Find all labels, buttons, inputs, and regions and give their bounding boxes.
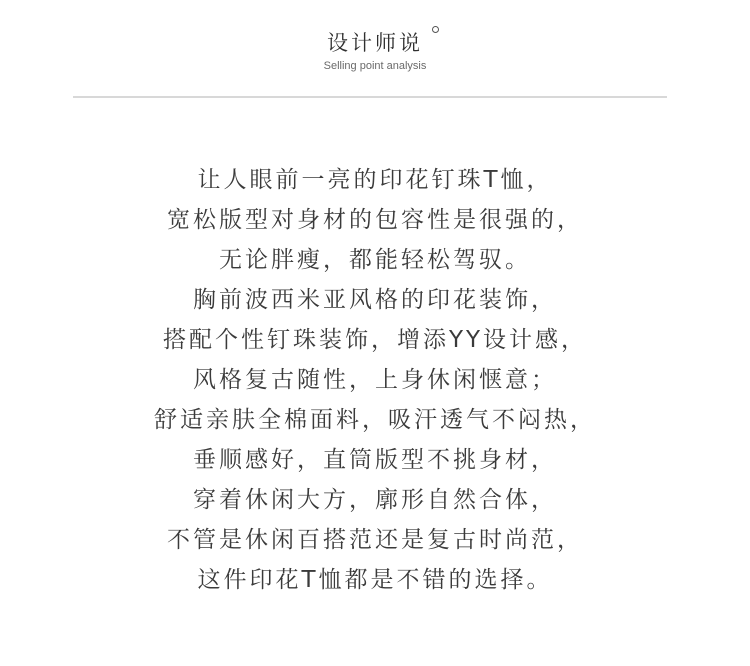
section-title-text: 设计师说 (327, 31, 423, 55)
description-line: 穿着休闲大方，廓形自然合体， (193, 487, 557, 513)
description-line: 舒适亲肤全棉面料，吸汗透气不闷热， (154, 407, 596, 433)
section-subtitle: Selling point analysis (323, 60, 427, 72)
section-header (0, 0, 750, 98)
description-line: 这件印花T恤都是不错的选择。 (197, 567, 553, 593)
title-wrap (0, 28, 750, 58)
description-line: 不管是休闲百搭范还是复古时尚范， (167, 527, 583, 553)
header-divider (73, 96, 667, 98)
description-line: 宽松版型对身材的包容性是很强的， (167, 207, 583, 233)
description-text-block (0, 160, 750, 600)
description-line: 搭配个性钉珠装饰，增添YY设计感， (162, 327, 588, 353)
description-line: 垂顺感好，直筒版型不挑身材， (193, 447, 557, 473)
description-line: 风格复古随性，上身休闲惬意； (193, 367, 557, 393)
section-title (327, 28, 423, 58)
description-line: 无论胖瘦，都能轻松驾驭。 (219, 247, 531, 273)
description-line: 胸前波西米亚风格的印花装饰， (193, 287, 557, 313)
circle-decoration-icon (432, 26, 439, 33)
description-line: 让人眼前一亮的印花钉珠T恤， (197, 167, 553, 193)
